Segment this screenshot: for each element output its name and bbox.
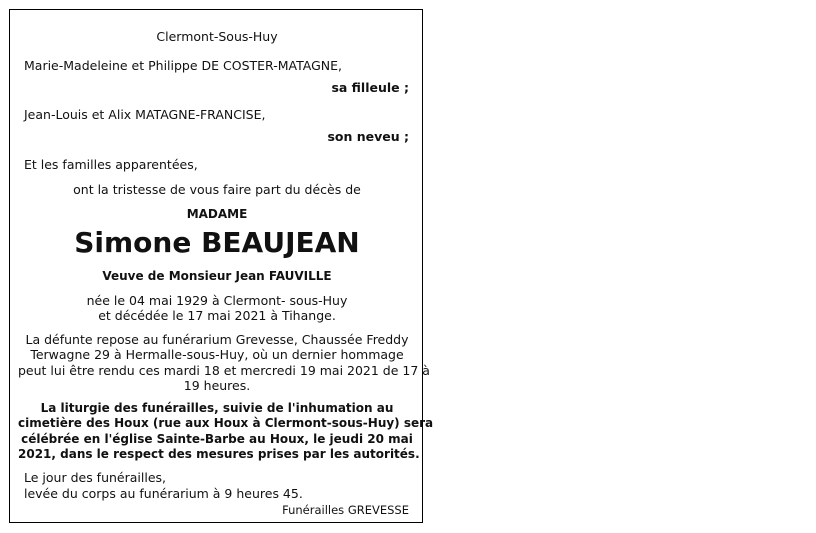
related-families: Et les familles apparentées,	[24, 157, 198, 172]
deceased-name: Simone BEAUJEAN	[74, 226, 360, 259]
repose-line: La défunte repose au funérarium Grevesse, Chaussée Freddy	[25, 332, 409, 347]
liturgy-line: cimetière des Houx (rue aux Houx à Clermont-sous-Huy) sera	[18, 416, 434, 431]
liturgy-paragraph	[18, 401, 434, 462]
obituary-notice	[9, 9, 434, 523]
repose-line: 19 heures.	[183, 377, 251, 393]
announcement-text: ont la tristesse de vous faire part du décès de	[73, 182, 361, 197]
birth-info: née le 04 mai 1929 à Clermont- sous-Huy	[86, 293, 348, 308]
repose-line: Terwagne 29 à Hermalle-sous-Huy, où un dernier hommage	[30, 347, 404, 363]
funeral-day: Le jour des funérailles,	[24, 470, 167, 485]
liturgy-line: célébrée en l'église Sainte-Barbe au Houx, le jeudi 20 mai	[21, 431, 413, 446]
death-info: et décédée le 17 mai 2021 à Tihange.	[98, 308, 336, 323]
town-name: Clermont-Sous-Huy	[156, 29, 278, 44]
family-relation-1: sa filleule ;	[331, 80, 409, 95]
repose-line: peut lui être rendu ces mardi 18 et mercredi 19 mai 2021 de 17 à	[18, 362, 430, 378]
family-names-2: Jean-Louis et Alix MATAGNE-FRANCISE,	[24, 107, 266, 122]
title-madame: MADAME	[186, 207, 248, 221]
liturgy-line: 2021, dans le respect des mesures prises par les autorités.	[18, 446, 420, 461]
undertaker-name: Funérailles GREVESSE	[282, 503, 409, 517]
repose-paragraph	[18, 332, 430, 393]
liturgy-line: La liturgie des funérailles, suivie de l'inhumation au	[40, 401, 394, 415]
widow-of: Veuve de Monsieur Jean FAUVILLE	[102, 269, 332, 283]
family-relation-2: son neveu ;	[327, 129, 409, 144]
body-lift: levée du corps au funérarium à 9 heures 45.	[24, 486, 303, 501]
family-names-1: Marie-Madeleine et Philippe DE COSTER-MATAGNE,	[24, 58, 343, 73]
